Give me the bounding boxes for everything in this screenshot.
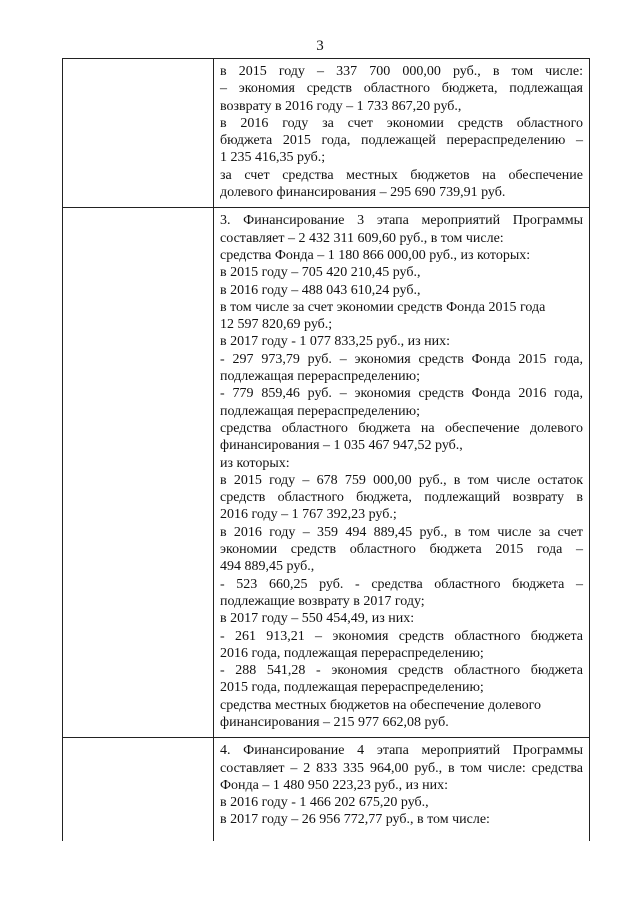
left-cell bbox=[63, 738, 214, 841]
left-cell bbox=[63, 59, 214, 208]
text-line: – экономия средств областного бюджета, подлежащая bbox=[220, 81, 583, 97]
text-line: 4. Финансирование 4 этапа мероприятий Программы bbox=[220, 743, 583, 759]
text-line: средства областного бюджета на обеспечение долевого bbox=[220, 420, 583, 436]
text-line: в 2016 году за счет экономии средств областного bbox=[220, 115, 583, 131]
table-row bbox=[63, 208, 590, 738]
text-line: бюджета 2015 года, подлежащей перераспределению – bbox=[220, 133, 583, 149]
text-line: - 523 660,25 руб. - средства областного бюджета – bbox=[220, 576, 583, 592]
text-line: составляет – 2 833 335 964,00 руб., в том числе: средства bbox=[220, 760, 583, 776]
text-line: подлежащие возврату в 2017 году; bbox=[220, 593, 425, 609]
text-line: 494 889,45 руб., bbox=[220, 559, 315, 575]
text-line: 2015 года, подлежащая перераспределению; bbox=[220, 680, 484, 696]
funding-block-stage-4 bbox=[214, 738, 589, 840]
text-line: средства местных бюджетов на обеспечение долевого bbox=[220, 697, 542, 713]
text-line: возврату в 2016 году – 1 733 867,20 руб., bbox=[220, 98, 462, 114]
right-cell bbox=[214, 738, 590, 841]
text-line: Фонда – 1 480 950 223,23 руб., из них: bbox=[220, 777, 449, 793]
right-cell bbox=[214, 208, 590, 738]
table-row bbox=[63, 738, 590, 841]
text-line: долевого финансирования – 295 690 739,91 руб. bbox=[220, 185, 506, 201]
right-cell bbox=[214, 59, 590, 208]
text-line: подлежащая перераспределению; bbox=[220, 369, 420, 385]
text-line: средства Фонда – 1 180 866 000,00 руб., из которых: bbox=[220, 247, 531, 263]
text-line: в 2017 году – 26 956 772,77 руб., в том числе: bbox=[220, 812, 490, 828]
text-line: в 2017 году – 550 454,49, из них: bbox=[220, 611, 415, 627]
text-line: составляет – 2 432 311 609,60 руб., в том числе: bbox=[220, 230, 504, 246]
text-line: - 288 541,28 - экономия средств областного бюджета bbox=[220, 663, 583, 679]
text-line: в 2015 году – 678 759 000,00 руб., в том числе остаток bbox=[220, 472, 583, 488]
left-cell bbox=[63, 208, 214, 738]
text-line: 12 597 820,69 руб.; bbox=[220, 317, 333, 333]
text-line: 1 235 416,35 руб.; bbox=[220, 150, 326, 166]
text-line: в 2016 году – 359 494 889,45 руб., в том числе за счет bbox=[220, 524, 583, 540]
text-line: в 2015 году – 337 700 000,00 руб., в том числе: bbox=[220, 64, 583, 79]
text-line: экономии средств областного бюджета 2015 года – bbox=[220, 542, 583, 558]
funding-block-stage-3 bbox=[214, 208, 589, 737]
text-line: - 297 973,79 руб. – экономия средств Фонда 2015 года, bbox=[220, 351, 583, 367]
text-line: финансирования – 1 035 467 947,52 руб., bbox=[220, 438, 463, 454]
text-line: 2016 году – 1 767 392,23 руб.; bbox=[220, 507, 397, 523]
text-line: финансирования – 215 977 662,08 руб. bbox=[220, 714, 449, 730]
text-line: - 779 859,46 руб. – экономия средств Фонда 2016 года, bbox=[220, 386, 583, 402]
text-line: подлежащая перераспределению; bbox=[220, 403, 420, 419]
text-line: 3. Финансирование 3 этапа мероприятий Программы bbox=[220, 213, 583, 229]
funding-table bbox=[62, 58, 590, 841]
text-line: в 2016 году – 488 043 610,24 руб., bbox=[220, 282, 421, 298]
text-line: из которых: bbox=[220, 455, 290, 471]
text-line: в том числе за счет экономии средств Фонда 2015 года bbox=[220, 299, 546, 315]
text-line: в 2015 году – 705 420 210,45 руб., bbox=[220, 265, 421, 281]
text-line: средств областного бюджета, подлежащий возврату в bbox=[220, 490, 583, 506]
page-number: 3 bbox=[316, 38, 324, 54]
funding-block-continuation bbox=[214, 59, 589, 207]
text-line: - 261 913,21 – экономия средств областного бюджета bbox=[220, 628, 583, 644]
table-row bbox=[63, 59, 590, 208]
text-line: за счет средства местных бюджетов на обеспечение bbox=[220, 167, 583, 183]
text-line: в 2017 году - 1 077 833,25 руб., из них: bbox=[220, 334, 451, 350]
text-line: 2016 года, подлежащая перераспределению; bbox=[220, 645, 484, 661]
text-line: в 2016 году - 1 466 202 675,20 руб., bbox=[220, 795, 429, 811]
